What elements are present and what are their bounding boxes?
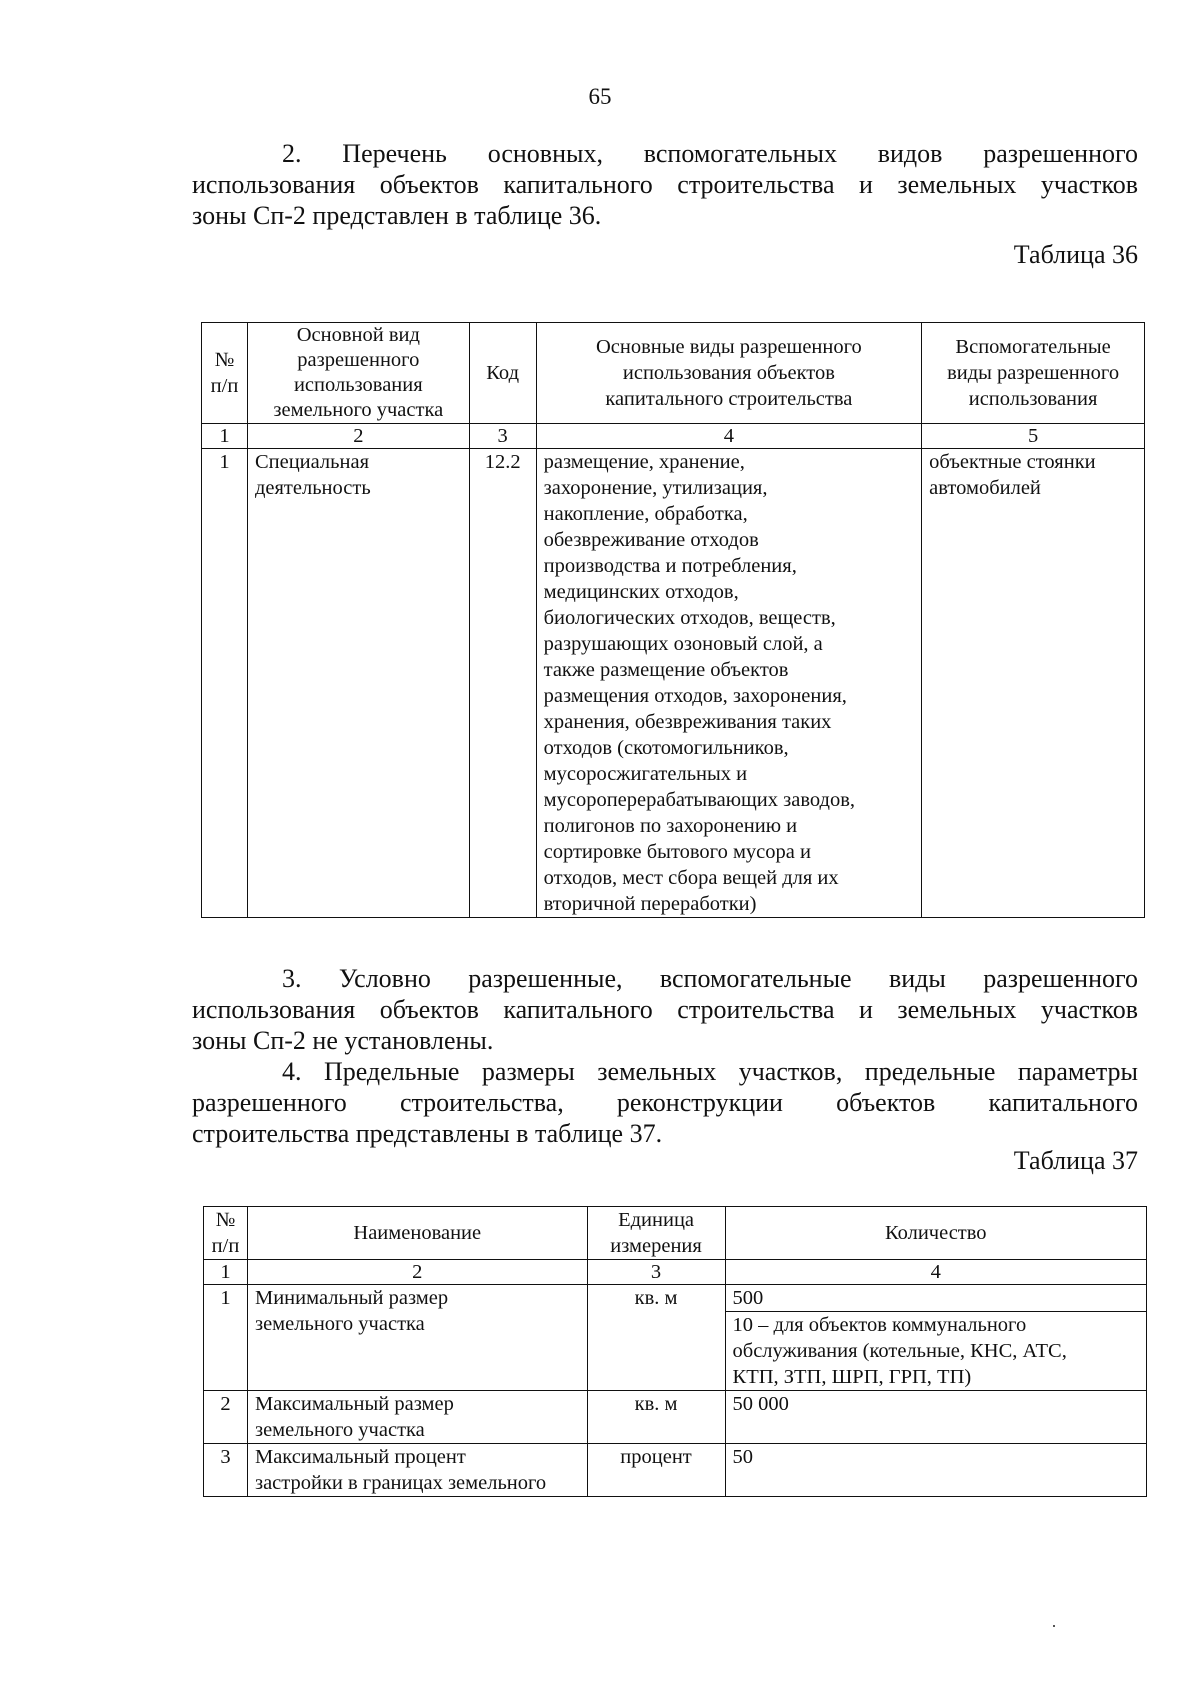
- row-num: 2: [204, 1391, 248, 1444]
- table-37: [203, 1206, 1147, 1497]
- page-number: 65: [588, 84, 612, 109]
- header-main-type: Основной вид разрешенного использования земельного участка: [247, 323, 469, 424]
- header-main-uses: Основные виды разрешенного использования объектов капитального строительства: [536, 323, 922, 424]
- header-name: Наименование: [247, 1207, 587, 1260]
- paragraph-2-line-2: использования объектов капитального строительства и земельных участков: [192, 170, 1138, 199]
- column-number: 1: [204, 1260, 248, 1285]
- paragraph-4-line-2: разрешенного строительства, реконструкции объектов капитального: [192, 1088, 1138, 1117]
- row-num: 3: [204, 1444, 248, 1497]
- row-unit: процент: [587, 1444, 725, 1497]
- paragraph-2-line-3: зоны Сп-2 представлен в таблице 36.: [192, 201, 602, 230]
- header-num: № п/п: [202, 323, 248, 424]
- paragraph-3-line-1: 3. Условно разрешенные, вспомогательные виды разрешенного: [282, 964, 1138, 993]
- row-name: Максимальный процент застройки в границах земельного: [247, 1444, 587, 1497]
- column-number: 3: [587, 1260, 725, 1285]
- row-num: 1: [204, 1285, 248, 1391]
- paragraph-3-line-3: зоны Сп-2 не установлены.: [192, 1026, 494, 1055]
- row-main-uses: размещение, хранение, захоронение, утилизация, накопление, обработка, обезвреживание отходов производства и потребления, медицинских отходов, биологических отходов, веществ, разрушающих озоновый слой, а также размещение объектов размещения отходов, захоронения, хранения, обезвреживания таких отходов (скотомогильников, мусоросжигательных и мусороперерабатывающих заводов, полигонов по захоронению и сортировке бытового мусора и отходов, мест сбора вещей для их вторичной переработки): [536, 449, 922, 918]
- column-number: 5: [922, 424, 1145, 449]
- column-number: 2: [247, 1260, 587, 1285]
- column-number: 1: [202, 424, 248, 449]
- row-unit: кв. м: [587, 1391, 725, 1444]
- column-number: 3: [469, 424, 536, 449]
- row-name: Минимальный размер земельного участка: [247, 1285, 587, 1391]
- table-36-column-number-row: [202, 424, 1145, 449]
- paragraph-3: [192, 963, 1138, 1056]
- header-quantity: Количество: [725, 1207, 1146, 1260]
- table-37-column-number-row: [204, 1260, 1147, 1285]
- header-code: Код: [469, 323, 536, 424]
- column-number: 4: [725, 1260, 1146, 1285]
- table-row: [202, 449, 1145, 918]
- row-aux-uses: объектные стоянки автомобилей: [922, 449, 1145, 918]
- table-36-header-row: [202, 323, 1145, 424]
- row-quantity: 50 000: [725, 1391, 1146, 1444]
- column-number: 2: [247, 424, 469, 449]
- header-unit: Единица измерения: [587, 1207, 725, 1260]
- row-code: 12.2: [469, 449, 536, 918]
- table-row: [204, 1444, 1147, 1497]
- paragraph-4: [192, 1056, 1138, 1149]
- row-quantity: 500: [725, 1285, 1146, 1312]
- row-unit: кв. м: [587, 1285, 725, 1391]
- table-row: [204, 1391, 1147, 1444]
- column-number: 4: [536, 424, 922, 449]
- table-row: [204, 1285, 1147, 1312]
- header-aux-uses: Вспомогательные виды разрешенного использования: [922, 323, 1145, 424]
- paragraph-2-line-1: 2. Перечень основных, вспомогательных видов разрешенного: [282, 139, 1138, 168]
- table-36-caption: Таблица 36: [1013, 240, 1138, 269]
- row-quantity: 10 – для объектов коммунального обслуживания (котельные, КНС, АТС, КТП, ЗТП, ШРП, ГРП, ТП): [725, 1312, 1146, 1391]
- table-36: [201, 322, 1145, 918]
- paragraph-2: [192, 138, 1138, 231]
- paragraph-4-line-1: 4. Предельные размеры земельных участков, предельные параметры: [282, 1057, 1138, 1086]
- paragraph-3-line-2: использования объектов капитального строительства и земельных участков: [192, 995, 1138, 1024]
- row-num: 1: [202, 449, 248, 918]
- row-main-type: Специальная деятельность: [247, 449, 469, 918]
- scan-speck: [1053, 1625, 1055, 1627]
- header-num: № п/п: [204, 1207, 248, 1260]
- paragraph-4-line-3: строительства представлены в таблице 37.: [192, 1119, 663, 1148]
- table-37-header-row: [204, 1207, 1147, 1260]
- row-quantity: 50: [725, 1444, 1146, 1497]
- row-name: Максимальный размер земельного участка: [247, 1391, 587, 1444]
- table-37-caption: Таблица 37: [1013, 1146, 1138, 1175]
